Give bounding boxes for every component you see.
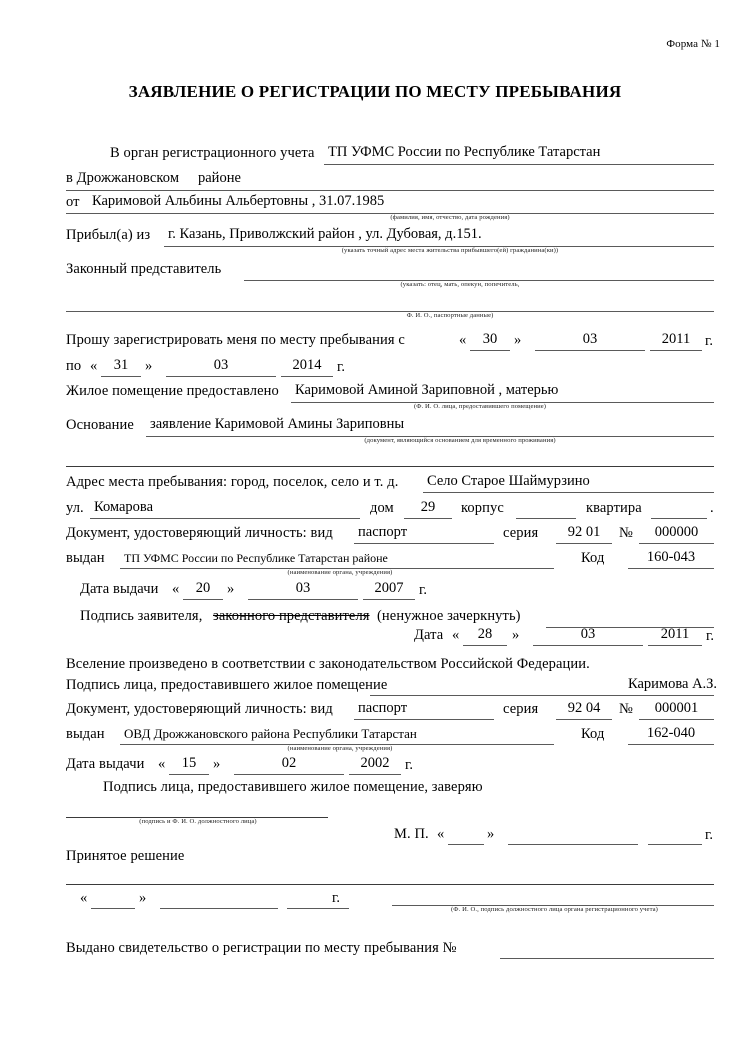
applicant-code-value[interactable]: 160-043 bbox=[646, 549, 696, 565]
applicant-number-label: № bbox=[619, 525, 633, 541]
registration-body-value[interactable]: ТП УФМС России по Республике Татарстан bbox=[328, 144, 601, 160]
applicant-series-value[interactable]: 92 01 bbox=[567, 524, 601, 540]
certification-caption: (подпись и Ф. И. О. должностного лица) bbox=[139, 818, 257, 825]
applicant-signature-year-suffix: г. bbox=[706, 628, 715, 644]
provider-issue-year[interactable]: 2002 bbox=[360, 755, 390, 771]
applicant-series-rule bbox=[556, 543, 612, 544]
applicant-issued-caption: (наименование органа, учреждения) bbox=[287, 569, 393, 576]
applicant-signature-month-rule bbox=[533, 645, 643, 646]
stay-address-label: Адрес места пребывания: город, поселок, село и т. д. bbox=[66, 474, 399, 490]
registration-district-value[interactable]: районе bbox=[198, 170, 241, 186]
from-month-value[interactable]: 03 bbox=[582, 331, 598, 347]
premises-value[interactable]: Каримовой Аминой Зариповной , матерью bbox=[295, 382, 559, 398]
applicant-signature-month[interactable]: 03 bbox=[580, 626, 596, 642]
to-year-suffix: г. bbox=[337, 359, 346, 375]
applicant-signature-year[interactable]: 2011 bbox=[660, 626, 690, 642]
apartment-label: квартира bbox=[586, 500, 642, 516]
seal-quote-open: « bbox=[437, 826, 445, 842]
applicant-number-value[interactable]: 000000 bbox=[654, 524, 699, 540]
arrived-from-caption: (указать точный адрес места жительства прибывшего(ей) гражданина(ки)) bbox=[341, 247, 559, 254]
applicant-code-rule bbox=[628, 568, 714, 569]
stay-address-settlement-rule bbox=[423, 492, 714, 493]
from-quote-open: « bbox=[459, 332, 467, 348]
applicant-issue-day-rule bbox=[183, 599, 223, 600]
provider-signature-value[interactable]: Каримова А.З. bbox=[628, 676, 718, 692]
provider-signature-label: Подпись лица, предоставившего жилое помещение bbox=[66, 677, 388, 693]
registration-body-rule bbox=[324, 164, 714, 165]
certificate-issued-rule bbox=[500, 958, 714, 959]
provider-issue-year-suffix: г. bbox=[405, 757, 414, 773]
provider-issued-label: выдан bbox=[66, 726, 105, 742]
applicant-code-label: Код bbox=[581, 550, 605, 566]
provider-series-value[interactable]: 92 04 bbox=[567, 700, 601, 716]
house-value[interactable]: 29 bbox=[420, 499, 436, 515]
seal-quote-close: » bbox=[487, 826, 495, 842]
provider-issue-quote-close: » bbox=[213, 756, 221, 772]
applicant-series-label: серия bbox=[503, 525, 539, 541]
registration-period-to-label: по bbox=[66, 358, 82, 374]
from-year-rule bbox=[650, 350, 702, 351]
from-month-rule bbox=[535, 350, 645, 351]
provider-issue-day[interactable]: 15 bbox=[181, 755, 197, 771]
to-year-rule bbox=[281, 376, 333, 377]
to-quote-open: « bbox=[90, 358, 98, 374]
provider-number-label: № bbox=[619, 701, 633, 717]
provider-code-rule bbox=[628, 744, 714, 745]
provider-series-label: серия bbox=[503, 701, 539, 717]
applicant-sign-quote-open: « bbox=[452, 627, 460, 643]
applicant-document-kind[interactable]: паспорт bbox=[358, 524, 408, 540]
applicant-issue-year[interactable]: 2007 bbox=[374, 580, 404, 596]
provider-issue-date-label: Дата выдачи bbox=[66, 756, 145, 772]
provider-code-value[interactable]: 162-040 bbox=[646, 725, 696, 741]
decision-day-rule bbox=[91, 908, 135, 909]
arrived-from-value[interactable]: г. Казань, Приволжский район , ул. Дубовая, д.151. bbox=[168, 226, 482, 242]
from-year-suffix: г. bbox=[705, 333, 714, 349]
basis-value[interactable]: заявление Каримовой Амины Зариповны bbox=[150, 416, 405, 432]
applicant-issue-year-rule bbox=[363, 599, 415, 600]
applicant-signature-label-part1: Подпись заявителя, bbox=[80, 608, 203, 624]
provider-document-label: Документ, удостоверяющий личность: вид bbox=[66, 701, 333, 717]
applicant-sign-quote-close: » bbox=[512, 627, 520, 643]
provider-issue-year-rule bbox=[349, 774, 401, 775]
legal-representative-caption-2: Ф. И. О., паспортные данные) bbox=[406, 312, 494, 319]
applicant-issue-year-suffix: г. bbox=[419, 582, 428, 598]
house-label: дом bbox=[370, 500, 394, 516]
provider-code-label: Код bbox=[581, 726, 605, 742]
from-quote-close: » bbox=[514, 332, 522, 348]
apartment-rule bbox=[651, 518, 707, 519]
applicant-issue-month-rule bbox=[248, 599, 358, 600]
applicant-signature-label-part2: (ненужное зачеркнуть) bbox=[377, 608, 521, 624]
seal-year-rule bbox=[648, 844, 702, 845]
provider-issue-day-rule bbox=[169, 774, 209, 775]
occupancy-statement: Вселение произведено в соответствии с законодательством Российской Федерации. bbox=[66, 656, 590, 672]
from-day-rule bbox=[470, 350, 510, 351]
decision-month-rule bbox=[160, 908, 278, 909]
decision-quote-open: « bbox=[80, 890, 88, 906]
to-month-rule bbox=[166, 376, 276, 377]
building-rule bbox=[516, 518, 576, 519]
certificate-issued-label: Выдано свидетельство о регистрации по месту пребывания № bbox=[66, 940, 457, 956]
to-quote-close: » bbox=[145, 358, 153, 374]
house-rule bbox=[404, 518, 452, 519]
from-day-value[interactable]: 30 bbox=[482, 331, 498, 347]
decision-year-suffix: г. bbox=[332, 890, 341, 906]
applicant-document-kind-rule bbox=[354, 543, 494, 544]
street-rule bbox=[90, 518, 360, 519]
legal-representative-caption-1: (указать: отец, мать, опекун, попечитель, bbox=[400, 281, 520, 288]
provider-issued-caption: (наименование органа, учреждения) bbox=[287, 745, 393, 752]
seal-year-suffix: г. bbox=[705, 827, 714, 843]
applicant-name-caption: (фамилия, имя, отчество, дата рождения) bbox=[390, 214, 510, 221]
applicant-issue-date-label: Дата выдачи bbox=[80, 581, 159, 597]
legal-representative-label: Законный представитель bbox=[66, 261, 222, 277]
provider-number-value[interactable]: 000001 bbox=[654, 700, 699, 716]
provider-signature-rule bbox=[370, 695, 714, 696]
address-period: . bbox=[710, 500, 714, 516]
applicant-issue-quote-open: « bbox=[172, 581, 180, 597]
applicant-signature-year-rule bbox=[648, 645, 702, 646]
decision-label: Принятое решение bbox=[66, 848, 185, 864]
applicant-issue-day[interactable]: 20 bbox=[195, 580, 211, 596]
registration-district-label: в Дрожжановском bbox=[66, 170, 180, 186]
basis-caption: (документ, являющийся основанием для временного проживания) bbox=[364, 437, 556, 444]
provider-issue-quote-open: « bbox=[158, 756, 166, 772]
seal-label: М. П. bbox=[394, 826, 429, 842]
provider-number-rule bbox=[639, 719, 714, 720]
street-value[interactable]: Комарова bbox=[94, 499, 154, 515]
applicant-document-label: Документ, удостоверяющий личность: вид bbox=[66, 525, 333, 541]
to-day-rule bbox=[101, 376, 141, 377]
page-title: ЗАЯВЛЕНИЕ О РЕГИСТРАЦИИ ПО МЕСТУ ПРЕБЫВАНИЯ bbox=[128, 82, 622, 101]
premises-caption: (Ф. И. О. лица, предоставившего помещение) bbox=[413, 403, 547, 410]
applicant-number-rule bbox=[639, 543, 714, 544]
seal-month-rule bbox=[508, 844, 638, 845]
arrived-from-label: Прибыл(а) из bbox=[66, 227, 151, 243]
provider-issue-month[interactable]: 02 bbox=[281, 755, 297, 771]
provider-issue-month-rule bbox=[234, 774, 344, 775]
stay-address-settlement[interactable]: Село Старое Шаймурзино bbox=[427, 473, 590, 489]
decision-caption: (Ф. И. О., подпись должностного лица органа регистрационного учета) bbox=[451, 906, 658, 913]
from-year-value[interactable]: 2011 bbox=[661, 331, 691, 347]
basis-label: Основание bbox=[66, 417, 134, 433]
certification-label: Подпись лица, предоставившего жилое помещение, заверяю bbox=[103, 779, 483, 795]
applicant-issued-label: выдан bbox=[66, 550, 105, 566]
applicant-from-label: от bbox=[66, 194, 80, 210]
decision-quote-close: » bbox=[139, 890, 147, 906]
applicant-issue-quote-close: » bbox=[227, 581, 235, 597]
address-section-separator bbox=[66, 466, 714, 467]
applicant-signature-date-label: Дата bbox=[414, 627, 444, 643]
building-label: корпус bbox=[461, 500, 504, 516]
registration-period-from-label: Прошу зарегистрировать меня по месту пребывания с bbox=[66, 332, 405, 348]
decision-rule-top bbox=[66, 884, 714, 885]
premises-label: Жилое помещение предоставлено bbox=[66, 383, 279, 399]
decision-year-rule bbox=[287, 908, 349, 909]
seal-day-rule bbox=[448, 844, 484, 845]
registration-district-rule bbox=[66, 190, 714, 191]
applicant-issued-by-value[interactable]: ТП УФМС России по Республике Татарстан районе bbox=[124, 551, 388, 565]
to-year-value[interactable]: 2014 bbox=[292, 357, 322, 373]
provider-document-kind[interactable]: паспорт bbox=[358, 700, 408, 716]
provider-issued-by-value[interactable]: ОВД Дрожжановского района Республики Татарстан bbox=[124, 726, 417, 741]
provider-series-rule bbox=[556, 719, 612, 720]
to-month-value[interactable]: 03 bbox=[213, 357, 229, 373]
form-number: Форма № 1 bbox=[666, 38, 720, 50]
applicant-signature-day-rule bbox=[463, 645, 507, 646]
street-label: ул. bbox=[66, 500, 84, 516]
applicant-signature-day[interactable]: 28 bbox=[477, 626, 493, 642]
registration-body-label: В орган регистрационного учета bbox=[110, 145, 315, 161]
applicant-signature-label-struck: законного представителя bbox=[213, 608, 370, 624]
provider-document-kind-rule bbox=[354, 719, 494, 720]
applicant-name-value[interactable]: Каримовой Альбины Альбертовны , 31.07.1985 bbox=[92, 193, 385, 209]
applicant-issue-month[interactable]: 03 bbox=[295, 580, 311, 596]
to-day-value[interactable]: 31 bbox=[113, 357, 129, 373]
